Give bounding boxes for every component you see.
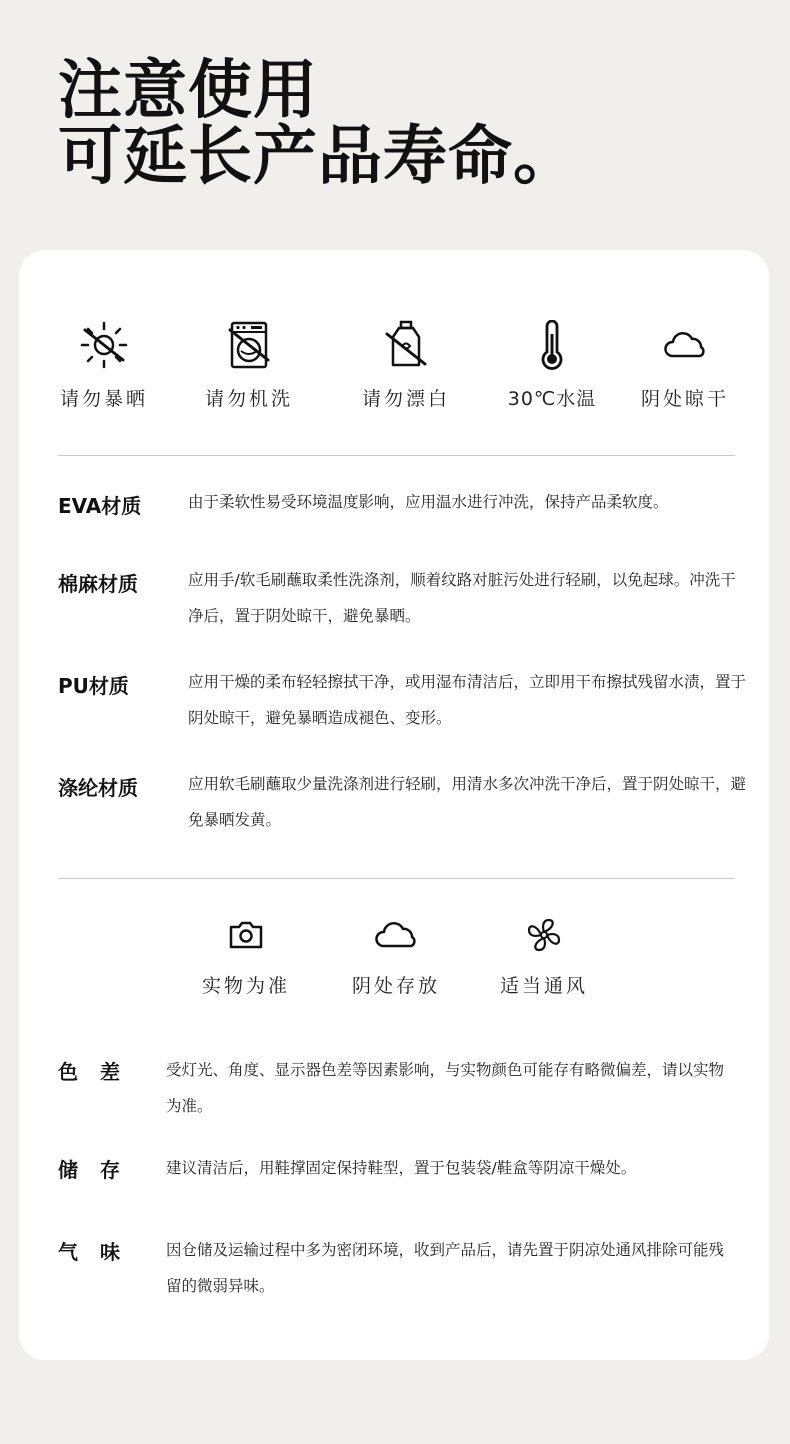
note-name: 储存 <box>58 1158 142 1182</box>
care-card <box>19 250 769 1360</box>
tip-item-ventilation <box>469 915 619 998</box>
no-bleach-icon <box>381 320 431 370</box>
tip-item-actual-product <box>171 915 321 998</box>
care-icon-row <box>19 320 769 430</box>
material-name: 棉麻材质 <box>58 572 138 596</box>
care-label: 请勿机洗 <box>204 388 293 410</box>
divider <box>58 455 735 456</box>
note-name: 色差 <box>58 1060 142 1084</box>
thermometer-icon <box>527 320 577 370</box>
tip-item-shade-storage <box>321 915 471 998</box>
cloud-icon <box>660 320 710 370</box>
headline <box>58 54 578 194</box>
care-label: 请勿漂白 <box>361 388 450 410</box>
tip-label: 实物为准 <box>201 975 290 997</box>
note-name: 气味 <box>58 1240 142 1264</box>
care-item-shade-dry <box>610 320 760 411</box>
material-name: 涤纶材质 <box>58 776 138 800</box>
material-desc: 应用手/软毛刷蘸取柔性洗涤剂，顺着纹路对脏污处进行轻刷，以免起球。冲洗干净后，置于阴处晾干，避免暴晒。 <box>188 571 736 625</box>
tips-icon-row <box>19 915 769 1025</box>
camera-icon <box>226 915 266 955</box>
material-name: PU材质 <box>58 674 129 698</box>
headline-line-2: 可延长产品寿命。 <box>58 120 578 194</box>
note-desc: 因仓储及运输过程中多为密闭环境，收到产品后，请先置于阴凉处通风排除可能残留的微弱异味。 <box>166 1241 725 1295</box>
care-item-no-bleach <box>331 320 481 411</box>
material-name: EVA材质 <box>58 494 142 518</box>
cloud-icon <box>373 915 419 955</box>
care-item-water-temp <box>477 320 627 411</box>
care-label: 请勿暴晒 <box>59 388 148 410</box>
care-item-no-sun <box>29 320 179 411</box>
no-machine-wash-icon <box>224 320 274 370</box>
care-item-no-machine-wash <box>174 320 324 411</box>
note-desc: 受灯光、角度、显示器色差等因素影响，与实物颜色可能存有略微偏差，请以实物为准。 <box>166 1061 725 1115</box>
tip-label: 阴处存放 <box>351 975 440 997</box>
divider <box>58 878 735 879</box>
note-desc: 建议清洁后，用鞋撑固定保持鞋型，置于包装袋/鞋盒等阴凉干燥处。 <box>166 1159 637 1177</box>
material-desc: 应用软毛刷蘸取少量洗涤剂进行轻刷，用清水多次冲洗干净后，置于阴处晾干，避免暴晒发黄。 <box>188 775 747 829</box>
material-desc: 由于柔软性易受环境温度影响，应用温水进行冲洗，保持产品柔软度。 <box>188 493 669 511</box>
tip-label: 适当通风 <box>499 975 588 997</box>
care-label: 阴处晾干 <box>640 388 729 410</box>
no-sun-icon <box>79 320 129 370</box>
fan-icon <box>524 915 564 955</box>
headline-line-1: 注意使用 <box>58 54 318 128</box>
care-label: 30℃水温 <box>507 388 597 410</box>
material-desc: 应用干燥的柔布轻轻擦拭干净，或用湿布清洁后，立即用干布擦拭残留水渍，置于阴处晾干，避免暴晒造成褪色、变形。 <box>188 673 747 727</box>
